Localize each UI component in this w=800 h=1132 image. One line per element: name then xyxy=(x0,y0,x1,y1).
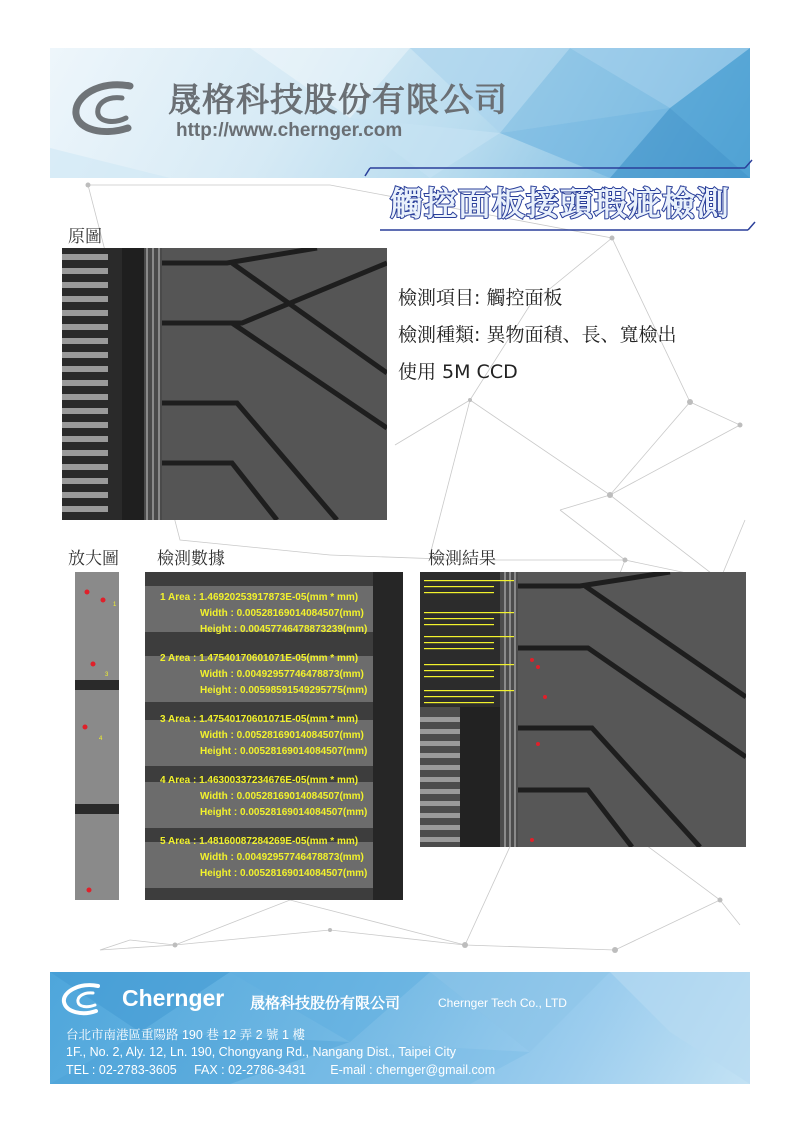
measurement-area: 5 Area : 1.48160087284269E-05(mm * mm) xyxy=(160,836,359,847)
measurement-5 xyxy=(160,834,400,882)
measurement-height: Height : 0.00598591549295775(mm) xyxy=(200,685,368,696)
result-image xyxy=(420,572,746,847)
zoom-image xyxy=(75,572,119,900)
measurement-list xyxy=(160,590,400,895)
measurement-height: Height : 0.00528169014084507(mm) xyxy=(200,868,368,879)
company-name: 晟格科技股份有限公司 xyxy=(168,80,508,119)
footer-company-cn: 晟格科技股份有限公司 xyxy=(250,994,401,1012)
label-original: 原圖 xyxy=(68,227,102,247)
measurement-height: Height : 0.00528169014084507(mm) xyxy=(200,807,368,818)
label-zoom: 放大圖 xyxy=(68,549,119,569)
original-image xyxy=(62,248,387,520)
label-data: 檢測數據 xyxy=(157,549,225,569)
zoom-marker-4: 4 xyxy=(99,736,103,742)
measurement-area: 2 Area : 1.47540170601071E-05(mm * mm) xyxy=(160,653,359,664)
footer-logo-icon xyxy=(60,982,114,1016)
page-title: 觸控面板接頭瑕疵檢測 xyxy=(390,184,730,223)
company-url: http://www.chernger.com xyxy=(176,120,403,141)
footer-address-cn: 台北市南港區重陽路 190 巷 12 弄 2 號 1 樓 xyxy=(66,1028,305,1042)
measurement-area: 1 Area : 1.46920253917873E-05(mm * mm) xyxy=(160,592,359,603)
measurement-area: 4 Area : 1.46300337234676E-05(mm * mm) xyxy=(160,775,359,786)
info-item: 檢測項目: 觸控面板 xyxy=(398,287,563,309)
label-result: 檢測結果 xyxy=(428,549,496,569)
measurement-width: Width : 0.00528169014084507(mm) xyxy=(200,608,364,619)
inspection-info xyxy=(398,280,676,391)
measurement-height: Height : 0.00457746478873239(mm) xyxy=(200,624,368,635)
measurement-width: Width : 0.00492957746478873(mm) xyxy=(200,852,364,863)
company-logo-icon xyxy=(70,78,160,138)
footer-address-en: 1F., No. 2, Aly. 12, Ln. 190, Chongyang Rd., Nangang Dist., Taipei City xyxy=(66,1045,457,1059)
footer-company-en: Chernger Tech Co., LTD xyxy=(438,996,567,1010)
measurement-2 xyxy=(160,651,400,699)
measurement-4 xyxy=(160,773,400,821)
measurement-width: Width : 0.00492957746478873(mm) xyxy=(200,669,364,680)
measurement-width: Width : 0.00528169014084507(mm) xyxy=(200,730,364,741)
footer-brand: Chernger xyxy=(122,985,225,1011)
zoom-marker-3: 3 xyxy=(105,672,109,678)
info-camera: 使用 5M CCD xyxy=(398,361,518,384)
zoom-marker-1: 1 xyxy=(113,602,117,608)
measurement-width: Width : 0.00528169014084507(mm) xyxy=(200,791,364,802)
measurement-height: Height : 0.00528169014084507(mm) xyxy=(200,746,368,757)
measurement-3 xyxy=(160,712,400,760)
measurement-1 xyxy=(160,590,400,638)
measurement-area: 3 Area : 1.47540170601071E-05(mm * mm) xyxy=(160,714,359,725)
info-type: 檢測種類: 異物面積、長、寬檢出 xyxy=(398,324,677,347)
footer-contact: TEL : 02-2783-3605 FAX : 02-2786-3431 E-mail : chernger@gmail.com xyxy=(66,1063,496,1077)
